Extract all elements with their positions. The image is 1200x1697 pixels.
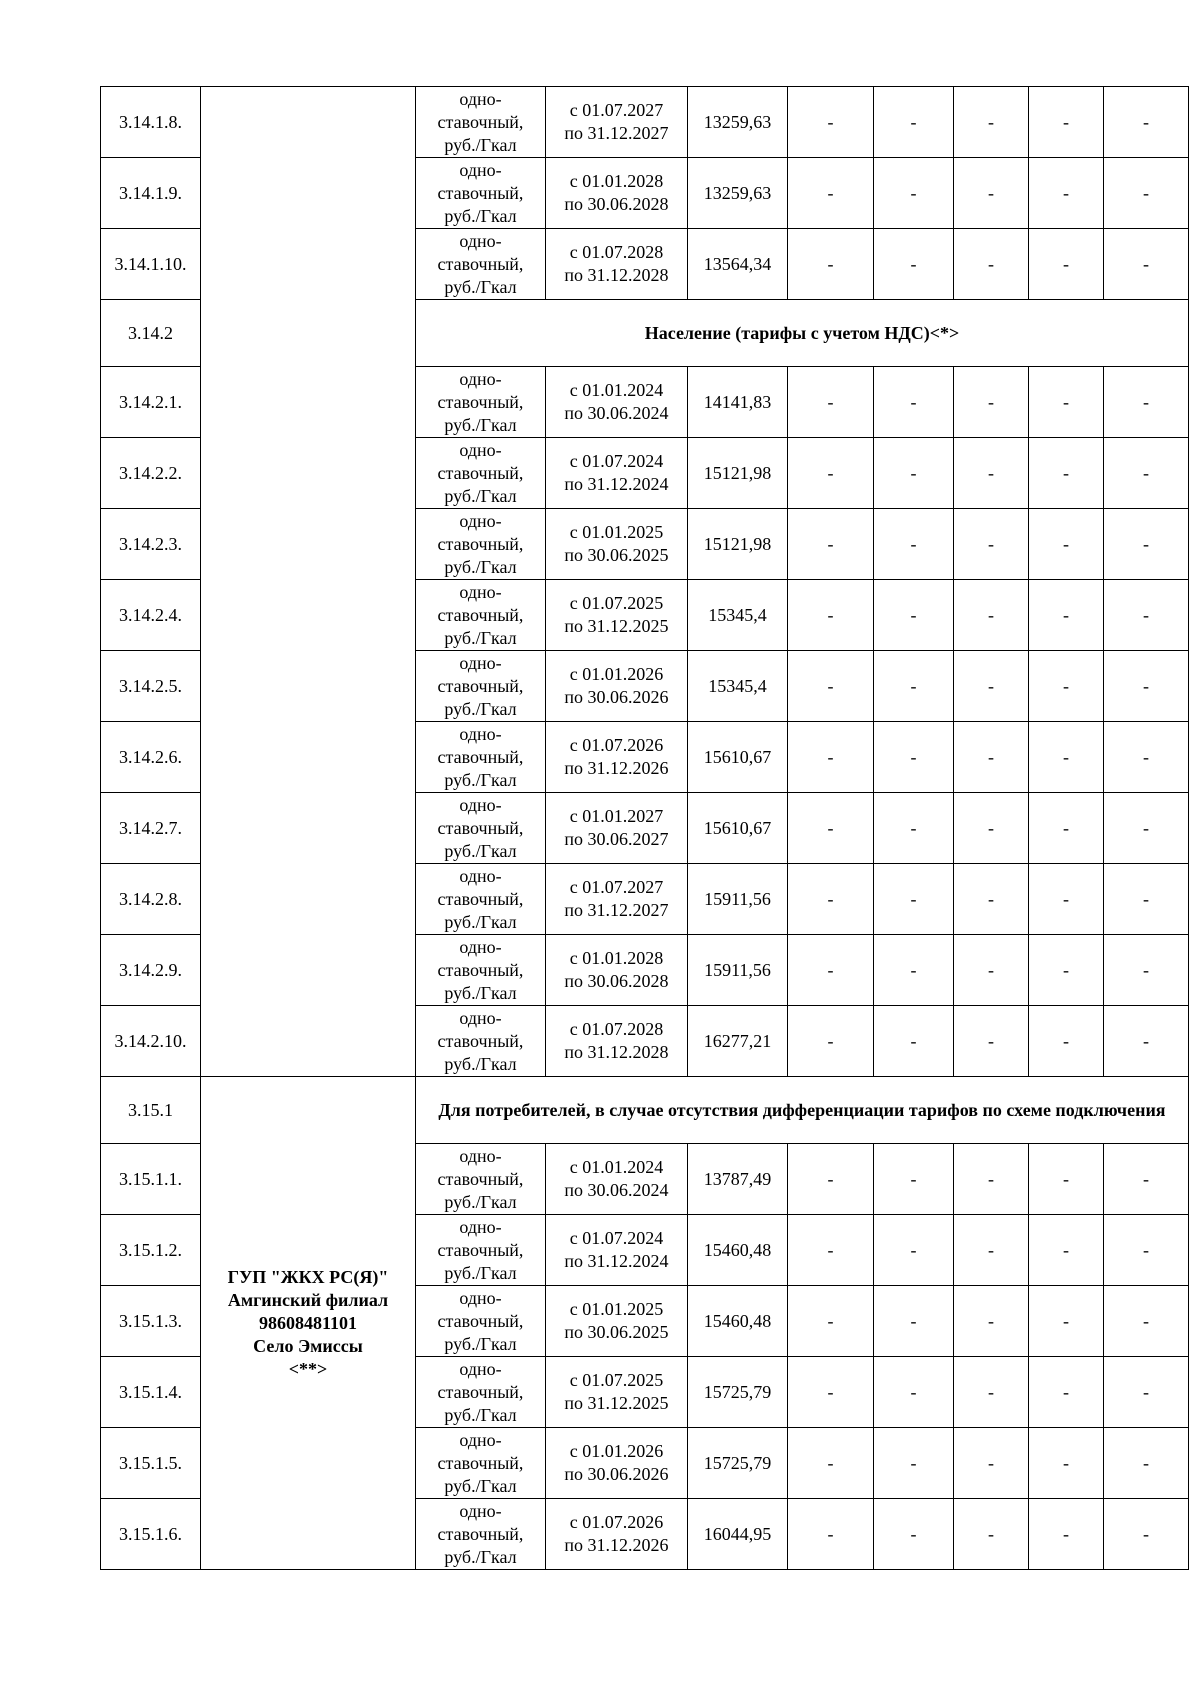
rate-type-cell xyxy=(416,935,546,1006)
empty-value-cell: - xyxy=(1104,1215,1189,1286)
empty-value-cell: - xyxy=(954,438,1029,509)
period-cell xyxy=(546,1144,688,1215)
empty-value-cell: - xyxy=(954,864,1029,935)
table-row xyxy=(101,87,1189,158)
period-cell xyxy=(546,1428,688,1499)
period-line: с 01.01.2028 xyxy=(569,948,664,968)
empty-value-cell: - xyxy=(954,651,1029,722)
empty-value-cell: - xyxy=(1029,509,1104,580)
empty-value-cell: - xyxy=(874,793,954,864)
organization-line: Амгинский филиал xyxy=(227,1289,389,1310)
rate-type-line: одно- xyxy=(459,865,502,886)
period-line: по 30.06.2027 xyxy=(564,829,669,849)
rate-type-line: одно- xyxy=(459,1500,502,1521)
empty-value-cell: - xyxy=(874,87,954,158)
empty-value-cell: - xyxy=(954,935,1029,1006)
period-line: по 30.06.2025 xyxy=(564,545,669,565)
empty-value-cell: - xyxy=(954,580,1029,651)
row-number: 3.14.2.6. xyxy=(101,722,201,793)
period-cell xyxy=(546,1357,688,1428)
section-number: 3.14.2 xyxy=(101,300,201,367)
empty-value-cell: - xyxy=(1029,1215,1104,1286)
organization-line: <**> xyxy=(288,1358,328,1379)
period-line: с 01.07.2027 xyxy=(569,100,664,120)
row-number: 3.14.2.1. xyxy=(101,367,201,438)
period-cell xyxy=(546,935,688,1006)
period-line: по 31.12.2026 xyxy=(564,758,669,778)
tariff-value: 15460,48 xyxy=(688,1286,788,1357)
empty-value-cell: - xyxy=(788,1006,874,1077)
period-line: с 01.07.2026 xyxy=(569,735,664,755)
empty-value-cell: - xyxy=(1104,651,1189,722)
rate-type-line: руб./Гкал xyxy=(444,134,517,155)
rate-type-line: ставочный, xyxy=(437,1239,524,1260)
empty-value-cell: - xyxy=(1029,367,1104,438)
tariff-value: 15121,98 xyxy=(688,438,788,509)
period-line: с 01.01.2028 xyxy=(569,171,664,191)
organization-line: 98608481101 xyxy=(258,1312,357,1333)
rate-type-line: руб./Гкал xyxy=(444,698,517,719)
empty-value-cell: - xyxy=(954,158,1029,229)
empty-value-cell: - xyxy=(1029,580,1104,651)
rate-type-line: одно- xyxy=(459,230,502,251)
row-number: 3.15.1.3. xyxy=(101,1286,201,1357)
tariff-value: 15610,67 xyxy=(688,722,788,793)
period-cell xyxy=(546,509,688,580)
empty-value-cell: - xyxy=(954,1006,1029,1077)
empty-value-cell: - xyxy=(874,651,954,722)
period-line: с 01.07.2024 xyxy=(569,451,664,471)
period-line: с 01.01.2024 xyxy=(569,380,664,400)
row-number: 3.15.1.6. xyxy=(101,1499,201,1570)
rate-type-line: руб./Гкал xyxy=(444,276,517,297)
empty-value-cell: - xyxy=(788,158,874,229)
rate-type-cell xyxy=(416,1286,546,1357)
rate-type-line: одно- xyxy=(459,723,502,744)
period-line: с 01.07.2025 xyxy=(569,593,664,613)
rate-type-line: ставочный, xyxy=(437,1030,524,1051)
period-cell xyxy=(546,864,688,935)
rate-type-cell xyxy=(416,793,546,864)
row-number: 3.14.2.8. xyxy=(101,864,201,935)
row-number: 3.15.1.1. xyxy=(101,1144,201,1215)
empty-value-cell: - xyxy=(874,158,954,229)
period-cell xyxy=(546,793,688,864)
empty-value-cell: - xyxy=(874,1215,954,1286)
rate-type-line: ставочный, xyxy=(437,182,524,203)
rate-type-line: одно- xyxy=(459,1358,502,1379)
period-cell xyxy=(546,1499,688,1570)
rate-type-line: ставочный, xyxy=(437,533,524,554)
tariff-value: 13259,63 xyxy=(688,158,788,229)
empty-value-cell: - xyxy=(1104,1144,1189,1215)
rate-type-line: ставочный, xyxy=(437,391,524,412)
row-number: 3.14.2.5. xyxy=(101,651,201,722)
period-line: по 30.06.2028 xyxy=(564,194,669,214)
period-cell xyxy=(546,438,688,509)
rate-type-line: ставочный, xyxy=(437,959,524,980)
section-row xyxy=(101,1077,1189,1144)
tariff-value: 13787,49 xyxy=(688,1144,788,1215)
empty-value-cell: - xyxy=(788,722,874,793)
period-line: по 31.12.2028 xyxy=(564,265,669,285)
rate-type-line: ставочный, xyxy=(437,888,524,909)
rate-type-line: ставочный, xyxy=(437,1523,524,1544)
empty-value-cell: - xyxy=(1029,438,1104,509)
empty-value-cell: - xyxy=(1029,793,1104,864)
empty-value-cell: - xyxy=(788,509,874,580)
rate-type-line: одно- xyxy=(459,1216,502,1237)
period-line: с 01.01.2025 xyxy=(569,1299,664,1319)
row-number: 3.15.1.2. xyxy=(101,1215,201,1286)
empty-value-cell: - xyxy=(1029,1006,1104,1077)
rate-type-cell xyxy=(416,722,546,793)
tariff-value: 15460,48 xyxy=(688,1215,788,1286)
empty-value-cell: - xyxy=(788,438,874,509)
rate-type-line: одно- xyxy=(459,794,502,815)
rate-type-line: руб./Гкал xyxy=(444,840,517,861)
rate-type-line: руб./Гкал xyxy=(444,414,517,435)
period-cell xyxy=(546,1006,688,1077)
rate-type-line: одно- xyxy=(459,1007,502,1028)
rate-type-line: одно- xyxy=(459,439,502,460)
rate-type-line: руб./Гкал xyxy=(444,485,517,506)
empty-value-cell: - xyxy=(954,1499,1029,1570)
empty-value-cell: - xyxy=(874,1357,954,1428)
empty-value-cell: - xyxy=(1104,1428,1189,1499)
empty-value-cell: - xyxy=(788,1357,874,1428)
tariff-value: 15610,67 xyxy=(688,793,788,864)
rate-type-line: руб./Гкал xyxy=(444,982,517,1003)
empty-value-cell: - xyxy=(788,229,874,300)
empty-value-cell: - xyxy=(1029,87,1104,158)
period-line: по 30.06.2028 xyxy=(564,971,669,991)
rate-type-line: ставочный, xyxy=(437,746,524,767)
empty-value-cell: - xyxy=(1029,1499,1104,1570)
row-number: 3.14.2.2. xyxy=(101,438,201,509)
period-cell xyxy=(546,722,688,793)
empty-value-cell: - xyxy=(874,229,954,300)
rate-type-line: одно- xyxy=(459,581,502,602)
rate-type-line: ставочный, xyxy=(437,1381,524,1402)
rate-type-line: руб./Гкал xyxy=(444,205,517,226)
empty-value-cell: - xyxy=(788,1428,874,1499)
rate-type-line: ставочный, xyxy=(437,604,524,625)
tariff-value: 15911,56 xyxy=(688,935,788,1006)
rate-type-line: ставочный, xyxy=(437,1452,524,1473)
rate-type-cell xyxy=(416,1499,546,1570)
rate-type-cell xyxy=(416,1215,546,1286)
rate-type-line: ставочный, xyxy=(437,1168,524,1189)
row-number: 3.14.1.8. xyxy=(101,87,201,158)
organization-line: ГУП "ЖКХ РС(Я)" xyxy=(227,1266,389,1287)
rate-type-cell xyxy=(416,367,546,438)
tariff-value: 15121,98 xyxy=(688,509,788,580)
rate-type-line: руб./Гкал xyxy=(444,1191,517,1212)
period-cell xyxy=(546,87,688,158)
period-line: с 01.07.2025 xyxy=(569,1370,664,1390)
tariff-value: 15345,4 xyxy=(688,580,788,651)
row-number: 3.14.2.7. xyxy=(101,793,201,864)
rate-type-line: одно- xyxy=(459,88,502,109)
empty-value-cell: - xyxy=(954,229,1029,300)
empty-value-cell: - xyxy=(954,1215,1029,1286)
tariff-table xyxy=(100,86,1189,1570)
period-line: по 30.06.2024 xyxy=(564,403,669,423)
period-line: с 01.01.2027 xyxy=(569,806,664,826)
period-line: с 01.01.2024 xyxy=(569,1157,664,1177)
period-line: по 30.06.2024 xyxy=(564,1180,669,1200)
rate-type-line: руб./Гкал xyxy=(444,1262,517,1283)
empty-value-cell: - xyxy=(1104,935,1189,1006)
period-line: с 01.07.2028 xyxy=(569,242,664,262)
rate-type-line: одно- xyxy=(459,936,502,957)
empty-value-cell: - xyxy=(874,509,954,580)
period-line: с 01.07.2026 xyxy=(569,1512,664,1532)
empty-value-cell: - xyxy=(874,438,954,509)
empty-value-cell: - xyxy=(788,1144,874,1215)
rate-type-line: одно- xyxy=(459,510,502,531)
organization-line: Село Эмиссы xyxy=(253,1335,363,1356)
empty-value-cell: - xyxy=(1104,1357,1189,1428)
period-line: по 30.06.2026 xyxy=(564,687,669,707)
period-line: по 31.12.2028 xyxy=(564,1042,669,1062)
rate-type-line: руб./Гкал xyxy=(444,627,517,648)
empty-value-cell: - xyxy=(874,722,954,793)
empty-value-cell: - xyxy=(1029,935,1104,1006)
period-cell xyxy=(546,229,688,300)
empty-value-cell: - xyxy=(874,1144,954,1215)
tariff-value: 13564,34 xyxy=(688,229,788,300)
period-line: по 31.12.2024 xyxy=(564,1251,669,1271)
rate-type-line: ставочный, xyxy=(437,462,524,483)
period-line: по 31.12.2027 xyxy=(564,900,669,920)
rate-type-cell xyxy=(416,580,546,651)
period-line: по 30.06.2026 xyxy=(564,1464,669,1484)
empty-value-cell: - xyxy=(1104,229,1189,300)
empty-value-cell: - xyxy=(788,864,874,935)
rate-type-line: ставочный, xyxy=(437,817,524,838)
empty-value-cell: - xyxy=(1104,864,1189,935)
rate-type-line: руб./Гкал xyxy=(444,1053,517,1074)
rate-type-cell xyxy=(416,87,546,158)
empty-value-cell: - xyxy=(874,1006,954,1077)
row-number: 3.14.2.10. xyxy=(101,1006,201,1077)
empty-value-cell: - xyxy=(1029,1286,1104,1357)
empty-value-cell: - xyxy=(1104,793,1189,864)
empty-value-cell: - xyxy=(954,722,1029,793)
period-cell xyxy=(546,158,688,229)
empty-value-cell: - xyxy=(1029,229,1104,300)
row-number: 3.15.1.5. xyxy=(101,1428,201,1499)
empty-value-cell: - xyxy=(1029,158,1104,229)
rate-type-line: одно- xyxy=(459,1429,502,1450)
rate-type-line: руб./Гкал xyxy=(444,1475,517,1496)
period-line: по 31.12.2024 xyxy=(564,474,669,494)
empty-value-cell: - xyxy=(954,509,1029,580)
rate-type-cell xyxy=(416,509,546,580)
rate-type-cell xyxy=(416,864,546,935)
tariff-value: 16277,21 xyxy=(688,1006,788,1077)
rate-type-line: одно- xyxy=(459,652,502,673)
row-number: 3.14.2.9. xyxy=(101,935,201,1006)
rate-type-line: ставочный, xyxy=(437,111,524,132)
section-number: 3.15.1 xyxy=(101,1077,201,1144)
empty-value-cell: - xyxy=(954,87,1029,158)
section-title: Население (тарифы с учетом НДС)<*> xyxy=(416,300,1189,367)
section-title: Для потребителей, в случае отсутствия дифференциации тарифов по схеме подключения xyxy=(416,1077,1189,1144)
period-line: с 01.01.2025 xyxy=(569,522,664,542)
empty-value-cell: - xyxy=(1104,722,1189,793)
empty-value-cell: - xyxy=(1029,651,1104,722)
rate-type-line: одно- xyxy=(459,368,502,389)
row-number: 3.14.1.10. xyxy=(101,229,201,300)
empty-value-cell: - xyxy=(1104,580,1189,651)
row-number: 3.14.1.9. xyxy=(101,158,201,229)
empty-value-cell: - xyxy=(874,367,954,438)
empty-value-cell: - xyxy=(788,1499,874,1570)
organization-cell xyxy=(201,87,416,1077)
empty-value-cell: - xyxy=(874,1499,954,1570)
rate-type-line: руб./Гкал xyxy=(444,1546,517,1567)
period-line: с 01.07.2024 xyxy=(569,1228,664,1248)
empty-value-cell: - xyxy=(874,1286,954,1357)
rate-type-line: одно- xyxy=(459,159,502,180)
rate-type-cell xyxy=(416,1144,546,1215)
tariff-value: 15911,56 xyxy=(688,864,788,935)
rate-type-line: одно- xyxy=(459,1145,502,1166)
empty-value-cell: - xyxy=(1104,87,1189,158)
organization-cell xyxy=(201,1077,416,1570)
period-line: с 01.01.2026 xyxy=(569,664,664,684)
rate-type-line: руб./Гкал xyxy=(444,911,517,932)
rate-type-line: руб./Гкал xyxy=(444,769,517,790)
tariff-value: 15725,79 xyxy=(688,1428,788,1499)
rate-type-cell xyxy=(416,158,546,229)
empty-value-cell: - xyxy=(874,580,954,651)
period-line: по 31.12.2026 xyxy=(564,1535,669,1555)
empty-value-cell: - xyxy=(1104,438,1189,509)
tariff-value: 16044,95 xyxy=(688,1499,788,1570)
period-line: с 01.07.2028 xyxy=(569,1019,664,1039)
empty-value-cell: - xyxy=(874,1428,954,1499)
tariff-value: 13259,63 xyxy=(688,87,788,158)
period-cell xyxy=(546,651,688,722)
empty-value-cell: - xyxy=(874,864,954,935)
rate-type-cell xyxy=(416,229,546,300)
period-line: по 31.12.2027 xyxy=(564,123,669,143)
empty-value-cell: - xyxy=(1104,509,1189,580)
tariff-value: 15725,79 xyxy=(688,1357,788,1428)
empty-value-cell: - xyxy=(1104,1499,1189,1570)
period-cell xyxy=(546,1286,688,1357)
empty-value-cell: - xyxy=(788,367,874,438)
row-number: 3.14.2.3. xyxy=(101,509,201,580)
empty-value-cell: - xyxy=(1029,722,1104,793)
rate-type-cell xyxy=(416,1428,546,1499)
empty-value-cell: - xyxy=(1029,864,1104,935)
empty-value-cell: - xyxy=(954,1286,1029,1357)
empty-value-cell: - xyxy=(788,1286,874,1357)
empty-value-cell: - xyxy=(788,935,874,1006)
rate-type-line: руб./Гкал xyxy=(444,1333,517,1354)
empty-value-cell: - xyxy=(1029,1357,1104,1428)
empty-value-cell: - xyxy=(1104,1286,1189,1357)
row-number: 3.15.1.4. xyxy=(101,1357,201,1428)
empty-value-cell: - xyxy=(954,1357,1029,1428)
tariff-value: 14141,83 xyxy=(688,367,788,438)
period-cell xyxy=(546,367,688,438)
period-line: с 01.01.2026 xyxy=(569,1441,664,1461)
period-line: с 01.07.2027 xyxy=(569,877,664,897)
empty-value-cell: - xyxy=(788,87,874,158)
period-line: по 30.06.2025 xyxy=(564,1322,669,1342)
row-number: 3.14.2.4. xyxy=(101,580,201,651)
rate-type-line: руб./Гкал xyxy=(444,556,517,577)
period-cell xyxy=(546,1215,688,1286)
period-line: по 31.12.2025 xyxy=(564,1393,669,1413)
empty-value-cell: - xyxy=(1104,367,1189,438)
empty-value-cell: - xyxy=(788,580,874,651)
empty-value-cell: - xyxy=(788,1215,874,1286)
rate-type-line: ставочный, xyxy=(437,253,524,274)
rate-type-cell xyxy=(416,651,546,722)
empty-value-cell: - xyxy=(788,793,874,864)
empty-value-cell: - xyxy=(1104,158,1189,229)
empty-value-cell: - xyxy=(954,1428,1029,1499)
rate-type-cell xyxy=(416,1357,546,1428)
empty-value-cell: - xyxy=(954,367,1029,438)
empty-value-cell: - xyxy=(954,1144,1029,1215)
rate-type-line: ставочный, xyxy=(437,1310,524,1331)
rate-type-cell xyxy=(416,438,546,509)
empty-value-cell: - xyxy=(788,651,874,722)
rate-type-line: одно- xyxy=(459,1287,502,1308)
period-line: по 31.12.2025 xyxy=(564,616,669,636)
period-cell xyxy=(546,580,688,651)
tariff-value: 15345,4 xyxy=(688,651,788,722)
empty-value-cell: - xyxy=(954,793,1029,864)
rate-type-line: руб./Гкал xyxy=(444,1404,517,1425)
empty-value-cell: - xyxy=(1029,1428,1104,1499)
empty-value-cell: - xyxy=(874,935,954,1006)
empty-value-cell: - xyxy=(1029,1144,1104,1215)
empty-value-cell: - xyxy=(1104,1006,1189,1077)
rate-type-cell xyxy=(416,1006,546,1077)
rate-type-line: ставочный, xyxy=(437,675,524,696)
